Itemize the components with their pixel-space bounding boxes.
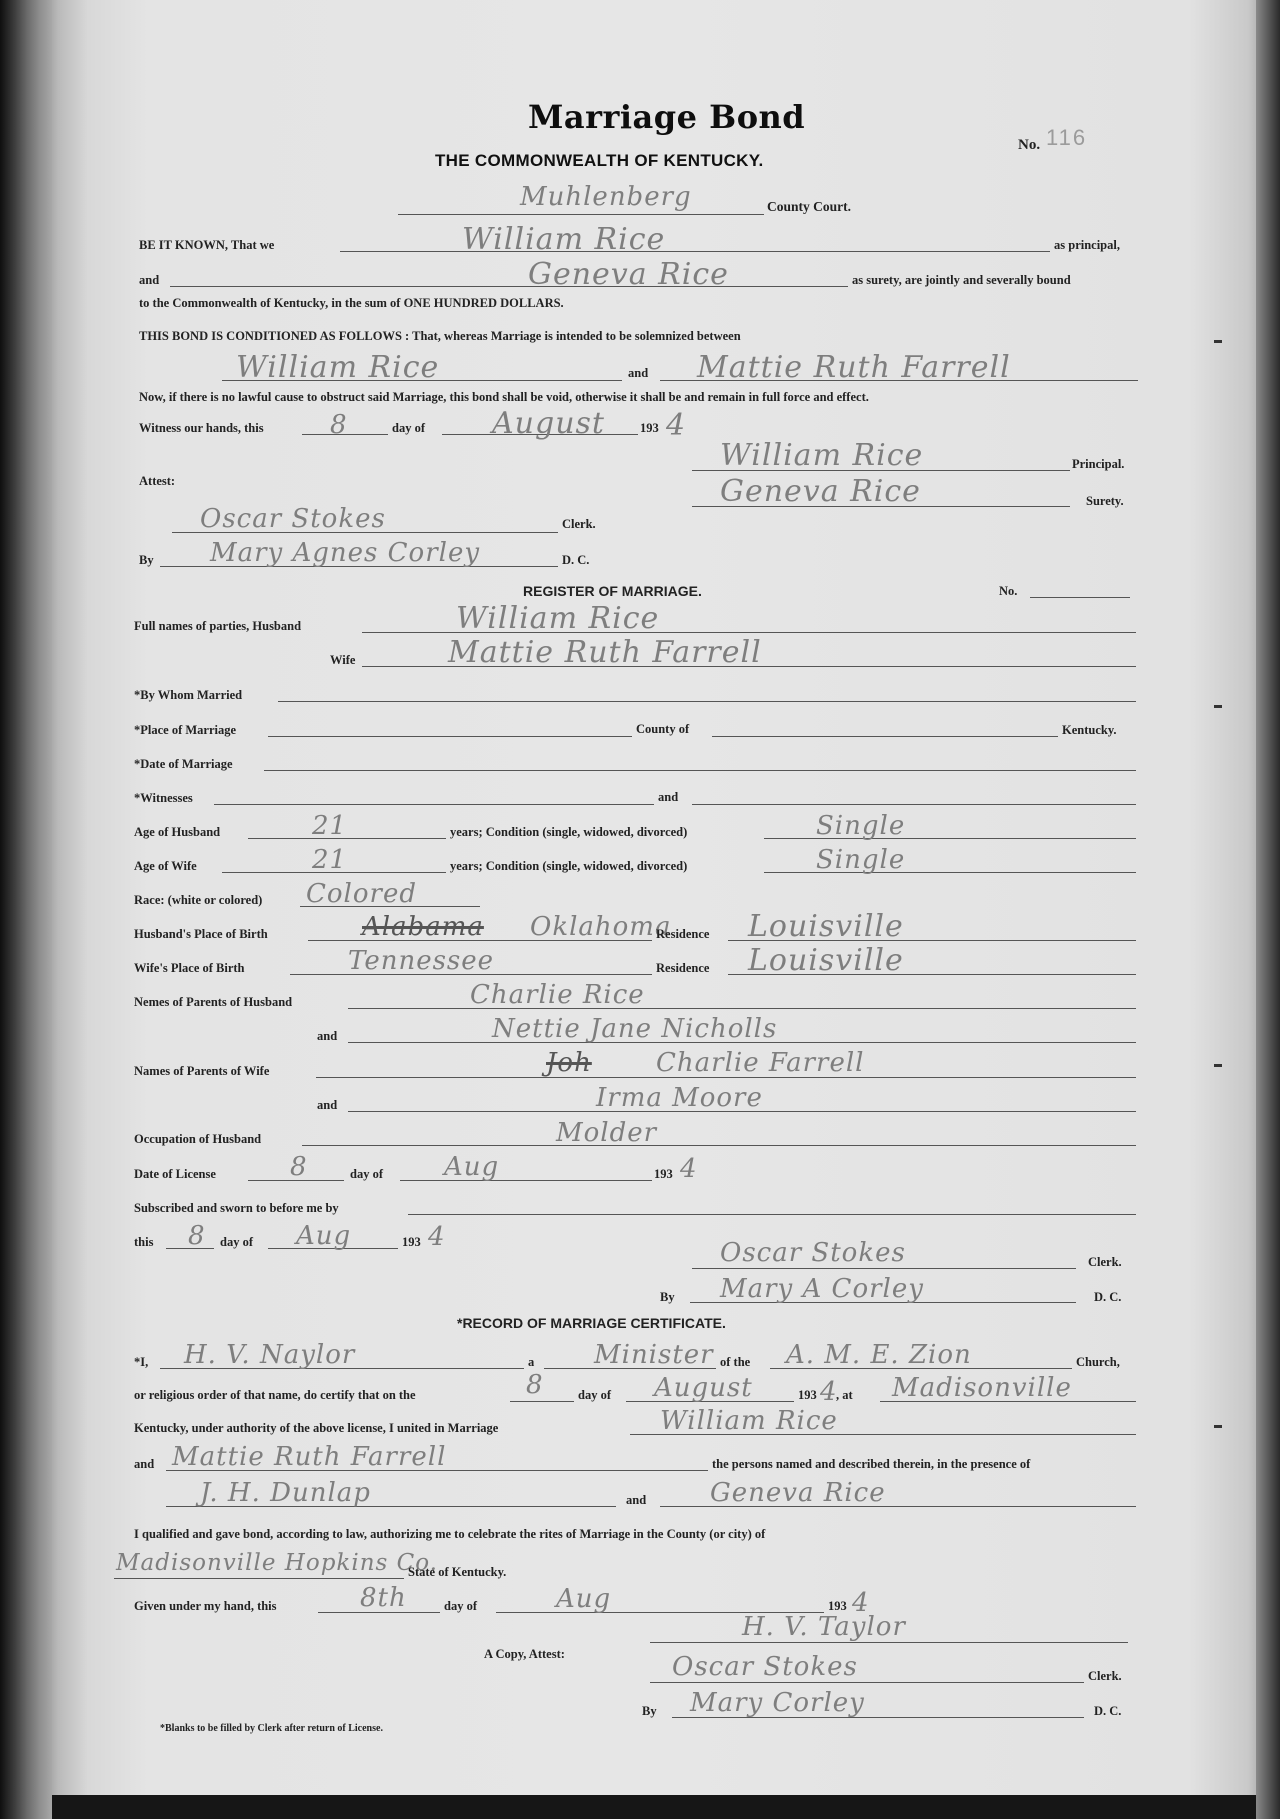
husband-residence-label: Residence <box>656 927 710 941</box>
margin-tick <box>1214 1425 1222 1428</box>
commonwealth-heading: THE COMMONWEALTH OF KENTUCKY. <box>435 151 764 170</box>
register-clerk-label: Clerk. <box>1088 1255 1122 1269</box>
by-whom-line <box>278 701 1136 702</box>
husband-birth-label: Husband's Place of Birth <box>134 927 268 941</box>
cert-day-of-label: day of <box>578 1388 611 1402</box>
register-dc-label: D. C. <box>1094 1290 1122 1304</box>
given-label: Given under my hand, this <box>134 1599 277 1613</box>
bride-handwritten: Mattie Ruth Farrell <box>172 1442 447 1472</box>
parents-wife-label: Names of Parents of Wife <box>134 1064 270 1078</box>
condition-wife-handwritten: Single <box>816 845 906 875</box>
register-clerk-signature: Oscar Stokes <box>720 1238 906 1268</box>
attest-clerk-label: Clerk. <box>1088 1669 1122 1683</box>
cert-year-print: 193 <box>798 1388 817 1402</box>
officiant-signature-line <box>650 1642 1128 1643</box>
party2-handwritten: Mattie Ruth Farrell <box>697 350 1011 385</box>
parents-husband-label: Nemes of Parents of Husband <box>134 995 293 1009</box>
page-edge <box>1256 0 1280 1819</box>
given-year-print: 193 <box>828 1599 847 1613</box>
persons-named-line: the persons named and described therein, in the presence of <box>712 1457 1031 1471</box>
witness1-cert-handwritten: J. H. Dunlap <box>200 1478 371 1508</box>
given-day-handwritten: 8th <box>360 1583 407 1613</box>
principal-line <box>340 251 1050 252</box>
subscribed-label: Subscribed and sworn to before me by <box>134 1201 339 1215</box>
given-month-handwritten: Aug <box>556 1584 612 1614</box>
margin-tick <box>1214 705 1222 708</box>
place-label: *Place of Marriage <box>134 723 237 737</box>
and-label: and <box>139 273 160 287</box>
attest-dc-handwritten: Mary Corley <box>690 1688 865 1718</box>
husband-name-handwritten: William Rice <box>456 601 660 636</box>
occupation-label: Occupation of Husband <box>134 1132 262 1146</box>
church-handwritten: A. M. E. Zion <box>786 1340 972 1370</box>
county-handwritten: Muhlenberg <box>520 182 692 212</box>
witnesses-and-label: and <box>658 790 679 804</box>
principal-signature: William Rice <box>720 438 924 473</box>
cert-day-handwritten: 8 <box>526 1370 544 1400</box>
occupation-line <box>302 1145 1136 1146</box>
mother-wife-handwritten: Irma Moore <box>596 1083 763 1113</box>
register-no-line <box>1030 597 1130 598</box>
full-names-label: Full names of parties, Husband <box>134 619 302 633</box>
register-no-label: No. <box>999 584 1018 598</box>
wife-label: Wife <box>330 653 356 667</box>
parents-husband-and-label: and <box>317 1029 338 1043</box>
this-label: this <box>134 1235 154 1249</box>
cert-i-label: *I, <box>134 1355 149 1369</box>
witness-day-handwritten: 8 <box>330 410 348 440</box>
surety-line <box>170 286 848 287</box>
qualified-line: I qualified and gave bond, according to law, authorizing me to celebrate the rites of Marriage in the County (or city) of <box>134 1527 766 1541</box>
license-day-of-label: day of <box>350 1167 383 1181</box>
race-handwritten: Colored <box>306 879 417 909</box>
years-condition-label: years; Condition (single, widowed, divorced) <box>450 825 688 839</box>
cert-month-handwritten: August <box>654 1373 753 1403</box>
wife-residence-handwritten: Louisville <box>748 943 904 978</box>
license-day-handwritten: 8 <box>290 1152 308 1182</box>
this-year-print: 193 <box>402 1235 421 1249</box>
occupation-handwritten: Molder <box>556 1118 658 1148</box>
religious-order-line: or religious order of that name, do certify that on the <box>134 1388 416 1402</box>
register-by-label: By <box>660 1290 675 1304</box>
officiant-signature: H. V. Taylor <box>742 1612 906 1642</box>
register-dc-signature: Mary A Corley <box>720 1274 924 1304</box>
witness-year-print: 193 <box>640 421 659 435</box>
witness1-line <box>214 804 654 805</box>
county-of-line <box>712 736 1058 737</box>
role-handwritten: Minister <box>594 1340 714 1370</box>
husband-residence-handwritten: Louisville <box>748 909 904 944</box>
of-the-label: of the <box>720 1355 751 1369</box>
wife-residence-label: Residence <box>656 961 710 975</box>
witness2-line <box>692 804 1136 805</box>
witness-label: Witness our hands, this <box>139 421 264 435</box>
attest-clerk-handwritten: Oscar Stokes <box>672 1652 858 1682</box>
mother-husband-handwritten: Nettie Jane Nicholls <box>492 1014 778 1044</box>
county-city-handwritten: Madisonville Hopkins Co. <box>116 1550 438 1576</box>
wife-birth-handwritten: Tennessee <box>348 946 495 976</box>
county-city-line <box>114 1578 404 1579</box>
husband-birth-struck-handwritten: Alabama <box>362 912 484 942</box>
license-month-line <box>400 1180 652 1181</box>
clerk-label: Clerk. <box>562 517 596 531</box>
witness-year-handwritten: 4 <box>666 408 687 443</box>
cert-witness-and-label: and <box>626 1493 647 1507</box>
cert-a-label: a <box>528 1355 535 1369</box>
conditioned-line: THIS BOND IS CONDITIONED AS FOLLOWS : That, whereas Marriage is intended to be solemnized between <box>139 329 741 343</box>
this-day-handwritten: 8 <box>188 1221 206 1251</box>
county-line <box>398 214 764 215</box>
license-year-print: 193 <box>654 1167 673 1181</box>
age-wife-handwritten: 21 <box>312 845 348 875</box>
attest-dc-label: D. C. <box>1094 1704 1122 1718</box>
groom-handwritten: William Rice <box>660 1406 838 1436</box>
certificate-title: *RECORD OF MARRIAGE CERTIFICATE. <box>457 1315 726 1331</box>
given-day-of-label: day of <box>444 1599 477 1613</box>
husband-birth-handwritten: Oklahoma <box>530 912 672 942</box>
copy-attest-label: A Copy, Attest: <box>484 1647 565 1661</box>
sum-line: to the Commonwealth of Kentucky, in the sum of ONE HUNDRED DOLLARS. <box>139 296 564 310</box>
race-label: Race: (white or colored) <box>134 893 263 907</box>
surety-handwritten: Geneva Rice <box>528 257 729 292</box>
form-title: Marriage Bond <box>528 98 806 136</box>
license-month-handwritten: Aug <box>444 1152 500 1182</box>
years-condition-wife-label: years; Condition (single, widowed, divorced) <box>450 859 688 873</box>
witness-month-handwritten: August <box>492 406 605 441</box>
as-surety-label: as surety, are jointly and severally bound <box>852 273 1071 287</box>
party1-handwritten: William Rice <box>236 350 440 385</box>
principal-label: Principal. <box>1072 457 1125 471</box>
witnesses-label: *Witnesses <box>134 791 193 805</box>
age-husband-handwritten: 21 <box>312 811 348 841</box>
father-husband-line <box>348 1008 1136 1009</box>
kentucky-label: Kentucky. <box>1062 723 1117 737</box>
parents-wife-and-label: and <box>317 1098 338 1112</box>
date-line <box>264 770 1136 771</box>
bond-number: 116 <box>1046 125 1088 150</box>
by-label: By <box>139 553 154 567</box>
this-day-of-label: day of <box>220 1235 253 1249</box>
wife-name-handwritten: Mattie Ruth Farrell <box>448 635 762 670</box>
this-year-handwritten: 4 <box>428 1222 446 1252</box>
father-husband-handwritten: Charlie Rice <box>470 980 645 1010</box>
condition-husband-handwritten: Single <box>816 811 906 841</box>
attest-clerk-line <box>650 1682 1084 1683</box>
principal-handwritten: William Rice <box>462 222 666 257</box>
given-year-handwritten: 4 <box>852 1588 870 1618</box>
date-label: *Date of Marriage <box>134 757 233 771</box>
cert-and-label: and <box>134 1457 155 1471</box>
cert-year-handwritten: 4 <box>820 1377 838 1407</box>
margin-tick <box>1214 1064 1222 1067</box>
county-court-label: County Court. <box>767 199 852 214</box>
clerk-handwritten: Oscar Stokes <box>200 504 386 534</box>
state-label: State of Kentucky. <box>408 1565 507 1579</box>
and2-label: and <box>628 366 649 380</box>
now-if-line: Now, if there is no lawful cause to obstruct said Marriage, this bond shall be void, otherwise it shall be and remain in full force and effect. <box>139 390 869 404</box>
footnote: *Blanks to be filled by Clerk after return of License. <box>160 1723 383 1734</box>
book-spine <box>0 0 52 1819</box>
cert-place-handwritten: Madisonville <box>892 1373 1072 1403</box>
cert-day-line <box>510 1401 574 1402</box>
father-wife-struck-handwritten: Joh <box>546 1048 592 1078</box>
surety-signature: Geneva Rice <box>720 474 921 509</box>
father-wife-handwritten: Charlie Farrell <box>656 1048 865 1078</box>
kentucky-authority-line: Kentucky, under authority of the above license, I united in Marriage <box>134 1421 499 1435</box>
witness2-cert-handwritten: Geneva Rice <box>710 1478 886 1508</box>
attest-by-label: By <box>642 1704 657 1718</box>
license-year-handwritten: 4 <box>680 1154 698 1184</box>
bond-number-label: No. <box>1018 137 1041 153</box>
surety-label: Surety. <box>1086 494 1124 508</box>
as-principal-label: as principal, <box>1054 238 1120 252</box>
register-title: REGISTER OF MARRIAGE. <box>523 583 702 599</box>
county-of-label: County of <box>636 722 690 736</box>
age-wife-label: Age of Wife <box>134 859 197 873</box>
day-of-label: day of <box>392 421 425 435</box>
church-label: Church, <box>1076 1355 1120 1369</box>
by-whom-label: *By Whom Married <box>134 688 243 702</box>
age-husband-label: Age of Husband <box>134 825 221 839</box>
officiant-handwritten: H. V. Naylor <box>184 1340 356 1370</box>
register-clerk-line <box>692 1268 1076 1269</box>
be-it-known-label: BE IT KNOWN, That we <box>139 238 275 252</box>
margin-tick <box>1214 340 1222 343</box>
cert-at-label: , at <box>836 1388 853 1402</box>
dc-label: D. C. <box>562 553 590 567</box>
place-line <box>268 736 632 737</box>
dc-handwritten: Mary Agnes Corley <box>210 538 481 568</box>
wife-birth-label: Wife's Place of Birth <box>134 961 245 975</box>
this-month-handwritten: Aug <box>296 1221 352 1251</box>
license-label: Date of License <box>134 1167 216 1181</box>
attest-label: Attest: <box>139 474 176 488</box>
subscribed-line <box>408 1214 1136 1215</box>
